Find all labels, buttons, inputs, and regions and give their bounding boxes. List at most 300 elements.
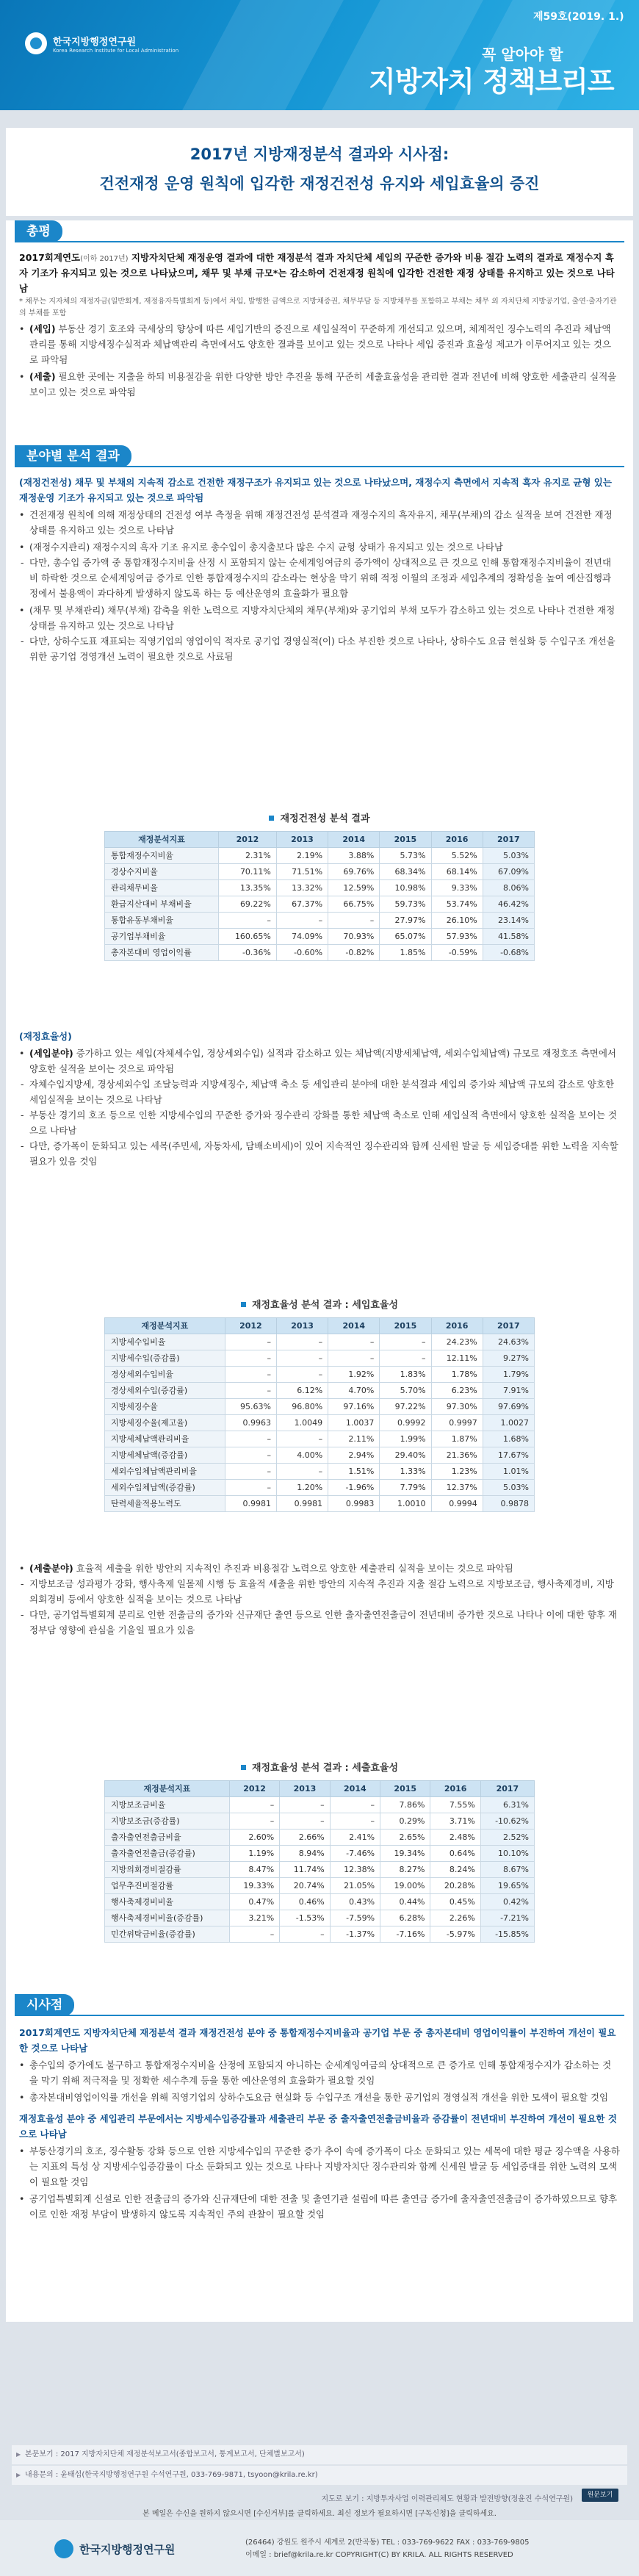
table-cell: -0.60%: [276, 945, 328, 961]
table-cell: 26.10%: [431, 913, 483, 929]
table-cell: 67.37%: [276, 896, 328, 913]
column-header: 2012: [225, 1318, 276, 1334]
table-cell: 8.24%: [430, 1862, 480, 1878]
table1-wrap: [19, 807, 620, 961]
implications-sub2: 재정효율성 분야 중 세입관리 부문에서는 지방세수입증감률과 세출관리 부문 중 출자출연전출금비율과 증감률이 전년대비 부진하여 개선이 필요한 것으로 나타남: [19, 2113, 617, 2140]
table-row: [105, 1862, 535, 1878]
table-cell: 0.9878: [483, 1496, 534, 1512]
table-cell: 46.42%: [483, 896, 534, 913]
row-label: 환급지산대비 부채비율: [105, 896, 219, 913]
table-header-row: [105, 1781, 535, 1797]
row-label: 세외수입체납액관리비율: [105, 1464, 225, 1480]
row-label: 지방세징수율: [105, 1399, 225, 1415]
table-cell: 1.87%: [431, 1431, 483, 1447]
table-cell: 10.98%: [380, 880, 431, 896]
issue-number: 제59호(2019. 1.): [533, 11, 624, 23]
table-cell: 1.19%: [229, 1846, 279, 1862]
list-item: - 다만, 총수입 증가액 중 통합재정수지비율 산정 시 포함되지 않는 순세계잉여금의 증가액이 상대적으로 큰 것으로 인해 통합재정수지비율이 전년대비 하락한 것으로 순세계잉여금 증가로 인한 통합재정수지의 감소라는 현상을 막기 위해 적정 이월의 조정과 세입추계의 정확성을 높여 예산집행과정에서 불용액이 과다하게 발생하지 않도록 하는 등 예산운영의 효율화가 필요함: [19, 555, 620, 601]
table-row: [105, 1830, 535, 1846]
table-cell: 0.9983: [328, 1496, 380, 1512]
table-cell: 20.28%: [430, 1878, 480, 1894]
table-cell: 74.09%: [276, 929, 328, 945]
table-cell: 7.86%: [380, 1797, 430, 1813]
column-header: 2012: [229, 1781, 279, 1797]
institute-emblem-icon: [25, 32, 47, 54]
column-header: 2016: [431, 1318, 483, 1334]
footer-address: (26464) 강원도 원주시 세계로 2(반곡동) TEL : 033-769-9622 FAX : 033-769-9805 이메일 : brief@krila.re.kr COPYRIGHT(C) BY KRILA. ALL RIGHTS RESERVED: [245, 2539, 530, 2559]
table-cell: 1.51%: [328, 1464, 380, 1480]
table1-caption: 재정건전성 분석 결과: [19, 811, 620, 827]
row-label: 통합유동부채비율: [105, 913, 219, 929]
row-label: 경상세외수입(증감률): [105, 1383, 225, 1399]
table-cell: 66.75%: [328, 896, 380, 913]
table-cell: –: [229, 1797, 279, 1813]
expenditure-dash-list: [19, 1576, 620, 1638]
table-row: [105, 1480, 535, 1496]
table-cell: 6.31%: [480, 1797, 534, 1813]
column-header: 2015: [380, 1781, 430, 1797]
table-cell: 0.45%: [430, 1894, 480, 1910]
table-cell: 0.42%: [480, 1894, 534, 1910]
table-cell: –: [225, 1334, 276, 1350]
table-cell: –: [229, 1926, 279, 1943]
column-header: 2014: [328, 832, 380, 848]
table-cell: 5.73%: [380, 848, 431, 864]
table-cell: 1.0010: [380, 1496, 431, 1512]
row-label: 지방세징수율(제고율): [105, 1415, 225, 1431]
list-item: • 건전재정 원칙에 의해 재정상태의 건전성 여부 측정을 위해 재정건전성 분석결과 재정수지의 흑자유지, 채무(부채)의 감소 실적을 보여 건전한 재정상태를 유지하고 있는 것으로 나타남: [19, 507, 620, 538]
efficiency-headline: (재정효율성): [19, 1031, 72, 1042]
table-cell: 6.12%: [276, 1383, 328, 1399]
list-item: - 부동산 경기의 호조 등으로 인한 지방세수입의 꾸준한 증가와 징수관리 강화를 통한 체납액 축소로 인해 세입실적 측면에서 양호한 실적을 보이는 것으로 나타남: [19, 1107, 620, 1138]
table-row: [105, 1894, 535, 1910]
column-header: 재정분석지표: [105, 832, 219, 848]
article-title-line2: 건전재정 운영 원칙에 입각한 재정건전성 유지와 세입효율의 증진: [99, 175, 540, 193]
table-cell: 96.80%: [276, 1399, 328, 1415]
table-cell: 0.44%: [380, 1894, 430, 1910]
table-cell: 8.06%: [483, 880, 534, 896]
institute-emblem-icon: [54, 2539, 73, 2558]
table-cell: 12.59%: [328, 880, 380, 896]
table-cell: 4.00%: [276, 1447, 328, 1464]
table-cell: –: [225, 1480, 276, 1496]
table-cell: –: [330, 1797, 380, 1813]
table-cell: –: [276, 1334, 328, 1350]
soundness-table: [104, 831, 535, 961]
table-cell: 69.22%: [219, 896, 277, 913]
list-item: • (세입) 부동산 경기 호조와 국세상의 향상에 따른 세입기반의 증진으로 세입실적이 꾸준하게 개선되고 있으며, 체계적인 징수노력의 추진과 체납액 관리를 통해 지방세징수실적과 체납액관리 측면에서도 양호한 결과를 보이고 있는 것으로 나타나 세입 증진과 효율성 제고가 이루어지고 있는 것으로 파악됨: [19, 321, 620, 367]
table-row: [105, 945, 535, 961]
table-cell: 2.66%: [280, 1830, 330, 1846]
table-cell: 12.11%: [431, 1350, 483, 1367]
table-cell: 19.33%: [229, 1878, 279, 1894]
table-cell: 6.28%: [380, 1910, 430, 1926]
table-cell: 1.33%: [380, 1464, 431, 1480]
table-cell: 1.0037: [328, 1415, 380, 1431]
table-cell: 1.99%: [380, 1431, 431, 1447]
table-cell: -7.21%: [480, 1910, 534, 1926]
table-cell: –: [229, 1813, 279, 1830]
table-cell: 9.33%: [431, 880, 483, 896]
efficiency-list: [19, 1046, 620, 1076]
list-item: • (세입분야) 증가하고 있는 세입(자체세수입, 경상세외수입) 실적과 감소하고 있는 체납액(지방세체납액, 세외수입체납액) 규모로 재정호조 측면에서 양호한 실적을 보이는 것으로 파악됨: [19, 1046, 620, 1076]
table-cell: -7.16%: [380, 1926, 430, 1943]
table-row: [105, 1797, 535, 1813]
table-cell: 8.67%: [480, 1862, 534, 1878]
column-header: 2014: [330, 1781, 380, 1797]
soundness-list: [19, 507, 620, 555]
table-cell: 1.20%: [276, 1480, 328, 1496]
table-cell: 19.00%: [380, 1878, 430, 1894]
table-cell: 1.85%: [380, 945, 431, 961]
institute-logo[interactable]: [25, 32, 178, 54]
table-cell: 0.43%: [330, 1894, 380, 1910]
table-cell: 2.31%: [219, 848, 277, 864]
efficiency-dash-list: [19, 1076, 620, 1169]
table-cell: –: [328, 913, 380, 929]
list-item: • (재정수지관리) 재정수지의 흑자 기조 유지로 총수입이 총지출보다 많은 수지 균형 상태가 유지되고 있는 것으로 나타남: [19, 539, 620, 555]
row-label: 탄력세율적용노력도: [105, 1496, 225, 1512]
analysis-efficiency: [19, 1029, 620, 1169]
table-cell: 1.78%: [431, 1367, 483, 1383]
table-cell: 19.65%: [480, 1878, 534, 1894]
column-header: 재정분석지표: [105, 1781, 230, 1797]
implications-sub1: 2017회계연도 지방자치단체 재정분석 결과 재정건전성 분야 중 통합재정수지비율과 공기업 부문 중 총자본대비 영업이익률이 부진하여 개선이 필요한 것으로 나타남: [19, 2027, 616, 2054]
table-cell: 20.74%: [280, 1878, 330, 1894]
table-row: [105, 1846, 535, 1862]
list-item: • 공기업특별회계 신설로 인한 전출금의 증가와 신규재단에 대한 전출 및 출연기관 설립에 따른 출연금 증가에 출자출연전출금이 증가하였으므로 향후 이로 인한 재정 부담이 발생하지 않도록 지속적인 주의 관찰이 필요할 것임: [19, 2191, 620, 2222]
table-cell: -0.82%: [328, 945, 380, 961]
column-header: 2017: [483, 1318, 534, 1334]
row-label: 지방세수입(증감률): [105, 1350, 225, 1367]
table-cell: 21.36%: [431, 1447, 483, 1464]
table-cell: –: [219, 913, 277, 929]
table-header-row: [105, 832, 535, 848]
soundness-headline: (재정건전성) 채무 및 부채의 지속적 감소로 건전한 재정구조가 유지되고 있는 것으로 나타났으며, 재정수지 측면에서 지속적 흑자 유지로 균형 있는 재정운영 기조가 유지되고 있는 것으로 파악됨: [19, 477, 612, 503]
table-cell: 2.11%: [328, 1431, 380, 1447]
table-cell: -1.37%: [330, 1926, 380, 1943]
row-label: 출자출연전출금(증감률): [105, 1846, 230, 1862]
table-cell: 23.14%: [483, 913, 534, 929]
table-cell: –: [328, 1334, 380, 1350]
table-cell: 1.83%: [380, 1367, 431, 1383]
table-cell: 0.29%: [380, 1813, 430, 1830]
table-cell: 19.34%: [380, 1846, 430, 1862]
table-cell: 1.0027: [483, 1415, 534, 1431]
table-cell: 24.63%: [483, 1334, 534, 1350]
table-cell: 21.05%: [330, 1878, 380, 1894]
table-cell: -0.36%: [219, 945, 277, 961]
soundness-dash-list-2: [19, 633, 620, 664]
table-cell: 1.68%: [483, 1431, 534, 1447]
row-label: 총자본대비 영업이익률: [105, 945, 219, 961]
table-cell: 3.21%: [229, 1910, 279, 1926]
table-row: [105, 1383, 535, 1399]
table-cell: 10.10%: [480, 1846, 534, 1862]
table-cell: 11.74%: [280, 1862, 330, 1878]
list-item: • 총자본대비영업이익률 개선을 위해 직영기업의 상하수도요금 현실화 등 수입구조 개선을 통한 공기업의 경영실적 개선을 위한 모색이 필요할 것임: [19, 2090, 620, 2105]
table-cell: 0.64%: [430, 1846, 480, 1862]
section-analysis-heading: 분야별 분석 결과: [15, 445, 131, 467]
list-item: • 부동산경기의 호조, 징수활동 강화 등으로 인한 지방세수입의 꾸준한 증가 추이 속에 증가폭이 다소 둔화되고 있는 세목에 대한 평균 징수액을 사용하는 지표의 특성 상 지방세수입증감률이 다소 둔화되고 있는 것으로 나타나 지방자치단 징수관리와 함께 신세원 발굴 등 세입증대를 위한 노력의 모색이 필요할 것임: [19, 2143, 620, 2190]
implications-list-1: [19, 2057, 620, 2105]
row-label: 관리채무비율: [105, 880, 219, 896]
table-cell: 13.32%: [276, 880, 328, 896]
table-cell: 12.38%: [330, 1862, 380, 1878]
table-cell: –: [276, 913, 328, 929]
view-original-button[interactable]: 원문보기: [582, 2489, 618, 2502]
table-cell: –: [380, 1350, 431, 1367]
table-cell: 1.01%: [483, 1464, 534, 1480]
table-cell: -5.97%: [430, 1926, 480, 1943]
table-cell: 2.41%: [330, 1830, 380, 1846]
table-cell: -15.85%: [480, 1926, 534, 1943]
table-cell: 53.74%: [431, 896, 483, 913]
table-cell: 27.97%: [380, 913, 431, 929]
list-item: - 자체수입지방세, 경상세외수입 조달능력과 지방세징수, 체납액 축소 등 세입관리 분야에 대한 분석결과 세입의 증가와 체납액 규모의 감소로 양호한 세입실적을 보이는 것으로 나타남: [19, 1076, 620, 1107]
section-divider: [15, 241, 624, 242]
table-cell: 0.9963: [225, 1415, 276, 1431]
column-header: 2015: [380, 832, 431, 848]
row-label: 경상수지비율: [105, 864, 219, 880]
list-item: - 다만, 상하수도표 재표되는 직영기업의 영업이익 적자로 공기업 경영실적(이) 다소 부진한 것으로 나타나, 상하수도 요금 현실화 등 수입구조 개선을 위한 공기업 경영개선 노력이 필요한 것으로 사료됨: [19, 633, 620, 664]
table-cell: –: [225, 1383, 276, 1399]
list-item: • 총수입의 증가에도 불구하고 통합재정수지비율 산정에 포함되지 아니하는 순세계잉여금의 상대적으로 큰 증가로 인해 통합재정수지가 감소하는 것을 막기 위해 적극적을 및 정확한 세수추계 등을 통한 예산운영의 효율화가 필요할 것임: [19, 2057, 620, 2088]
table-cell: 70.93%: [328, 929, 380, 945]
table-row: [105, 1367, 535, 1383]
table-cell: –: [280, 1926, 330, 1943]
summary-lead: 2017회계연도(이하 2017년) 지방자치단체 재정운영 결과에 대한 재정분석 결과 자치단체 세입의 꾸준한 증가와 비용 절감 노력의 결과로 재정수지 흑자 기조가 유지되고 있는 것으로 나타났으며, 채무 및 부채 규모*는 감소하여 건전재정 원칙에 입각한 건전한 재정 상태를 유지하고 있는 것으로 나타남: [19, 252, 615, 294]
table-cell: 24.23%: [431, 1334, 483, 1350]
table-row: [105, 1431, 535, 1447]
table-cell: 57.93%: [431, 929, 483, 945]
table-row: [105, 1496, 535, 1512]
table-cell: 1.92%: [328, 1367, 380, 1383]
table-cell: 5.70%: [380, 1383, 431, 1399]
table-cell: 0.9994: [431, 1496, 483, 1512]
table-cell: -0.68%: [483, 945, 534, 961]
table-cell: 3.71%: [430, 1813, 480, 1830]
table-cell: 70.11%: [219, 864, 277, 880]
table-cell: 1.0049: [276, 1415, 328, 1431]
table-cell: –: [276, 1431, 328, 1447]
table-cell: 12.37%: [431, 1480, 483, 1496]
institute-name-en: Korea Research Institute for Local Administration: [53, 47, 179, 54]
table-cell: 2.48%: [430, 1830, 480, 1846]
table-cell: 29.40%: [380, 1447, 431, 1464]
table-cell: 8.47%: [229, 1862, 279, 1878]
table-cell: 3.88%: [328, 848, 380, 864]
table-cell: –: [225, 1431, 276, 1447]
column-header: 2014: [328, 1318, 380, 1334]
analysis-expenditure: [19, 1559, 620, 1638]
column-header: 재정분석지표: [105, 1318, 225, 1334]
table-cell: 2.94%: [328, 1447, 380, 1464]
table-cell: 0.9981: [276, 1496, 328, 1512]
table-cell: –: [280, 1797, 330, 1813]
table-row: [105, 896, 535, 913]
implications-list-2: [19, 2143, 620, 2222]
row-label: 지방세체납액관리비율: [105, 1431, 225, 1447]
table-cell: 7.91%: [483, 1383, 534, 1399]
table-row: [105, 1910, 535, 1926]
table-cell: -7.59%: [330, 1910, 380, 1926]
brand-title: 지방자치 정책브리프: [369, 65, 614, 98]
list-item: - 다만, 공기업특별회계 분리로 인한 전출금의 증가와 신규재단 출연 등으로 인한 출자출연전출금이 전년대비 증가한 것으로 나타나 이에 대한 향후 재정부담 영향에 관심을 기울일 필요가 있음: [19, 1607, 620, 1638]
footer-logo[interactable]: [54, 2539, 175, 2558]
table-cell: –: [225, 1447, 276, 1464]
table-cell: 97.69%: [483, 1399, 534, 1415]
table-cell: 2.60%: [229, 1830, 279, 1846]
table-cell: 5.52%: [431, 848, 483, 864]
table-cell: 69.76%: [328, 864, 380, 880]
row-label: 공기업부채비율: [105, 929, 219, 945]
header-kicker: 꼭 알아야 할: [482, 46, 563, 63]
header-banner: [0, 0, 639, 110]
table-cell: 1.23%: [431, 1464, 483, 1480]
row-label: 지방세체납액(증감률): [105, 1447, 225, 1464]
list-item: - 지방보조금 성과평가 강화, 행사축제 일몰제 시행 등 효율적 세출을 위한 방안의 지속적 추진과 지출 절감 노력으로 지방보조금, 행사축제경비, 지방의회경비 등에서 양호한 실적을 보이는 것으로 나타남: [19, 1576, 620, 1607]
source-reference[interactable]: ▶ 본문보기 : 2017 지방자치단체 재정분석보고서(종합보고서, 통계보고서, 단체별보고서): [12, 2445, 627, 2464]
table-cell: 97.16%: [328, 1399, 380, 1415]
table-cell: 0.46%: [280, 1894, 330, 1910]
table-row: [105, 929, 535, 945]
section-divider: [15, 466, 624, 467]
list-item: • (채무 및 부채관리) 채무(부채) 감축을 위한 노력으로 지방자치단체의 채무(부채)와 공기업의 부채 모두가 감소하고 있는 것으로 나타나 건전한 재정상태를 유지하고 있는 것으로 나타남: [19, 602, 620, 633]
row-label: 지방의회경비절감률: [105, 1862, 230, 1878]
table3-caption: 재정효율성 분석 결과 : 세출효율성: [19, 1760, 620, 1776]
table-cell: 8.94%: [280, 1846, 330, 1862]
table-cell: 59.73%: [380, 896, 431, 913]
table-cell: 97.22%: [380, 1399, 431, 1415]
column-header: 2013: [280, 1781, 330, 1797]
list-item: - 다만, 증가폭이 둔화되고 있는 세목(주민세, 자동차세, 담배소비세)이 있어 지속적인 징수관리와 함께 신세원 발굴 등 세입증대를 위한 노력을 지속할 필요가 있음 것임: [19, 1138, 620, 1169]
row-label: 행사축제경비비율: [105, 1894, 230, 1910]
table-cell: 65.07%: [380, 929, 431, 945]
table-row: [105, 864, 535, 880]
table-cell: 1.79%: [483, 1367, 534, 1383]
column-header: 2016: [431, 832, 483, 848]
footer-org-name: 한국지방행정연구원: [79, 2542, 176, 2556]
section-implications-heading: 시사점: [15, 1994, 74, 2016]
row-label: 통합재정수지비율: [105, 848, 219, 864]
table-cell: 5.03%: [483, 1480, 534, 1496]
table-cell: –: [276, 1367, 328, 1383]
table-row: [105, 1399, 535, 1415]
implications-body: [19, 2025, 620, 2222]
column-header: 2015: [380, 1318, 431, 1334]
table-cell: –: [276, 1350, 328, 1367]
table-row: [105, 1415, 535, 1431]
table-cell: 71.51%: [276, 864, 328, 880]
table-row: [105, 913, 535, 929]
table-cell: 4.70%: [328, 1383, 380, 1399]
expenditure-list: [19, 1561, 620, 1576]
table-cell: 95.63%: [225, 1399, 276, 1415]
summary-body: [19, 250, 620, 400]
contact-reference[interactable]: ▶ 내용문의 : 윤태섭(한국지방행정연구원 수석연구원, 033-769-9871, tsyoon@krila.re.kr): [12, 2466, 627, 2485]
column-header: 2017: [483, 832, 534, 848]
table-cell: –: [276, 1464, 328, 1480]
table-cell: 2.65%: [380, 1830, 430, 1846]
column-header: 2013: [276, 832, 328, 848]
footer: [0, 2520, 639, 2576]
table-cell: 0.9992: [380, 1415, 431, 1431]
table-cell: 7.79%: [380, 1480, 431, 1496]
institute-name: 한국지방행정연구원: [53, 36, 137, 48]
table-cell: 2.26%: [430, 1910, 480, 1926]
table-row: [105, 1813, 535, 1830]
subscribe-notice[interactable]: 본 메일은 수신을 원하지 않으시면 [수신거부]를 클릭하세요. 최신 정보가 필요하시면 [구독신청]을 클릭하세요.: [142, 2510, 497, 2518]
column-header: 2013: [276, 1318, 328, 1334]
summary-footnote: * 채무는 지자체의 재정자금(일반회계, 재정융자특별회계 등)에서 차입, 발행한 금액으로 지방채증권, 채무부담 등 지방채무를 포함하고 부채는 채무 외 자치단체 지방공기업, 출연·출자기관의 부채를 포함: [19, 298, 617, 317]
soundness-dash-list: [19, 555, 620, 601]
row-label: 출자출연전출금비율: [105, 1830, 230, 1846]
analysis-soundness: [19, 475, 620, 664]
table-row: [105, 1334, 535, 1350]
table-row: [105, 1350, 535, 1367]
table-cell: 68.34%: [380, 864, 431, 880]
summary-list: [19, 321, 620, 400]
table-cell: 8.27%: [380, 1862, 430, 1878]
table-cell: 13.35%: [219, 880, 277, 896]
expenditure-efficiency-table: [104, 1780, 535, 1943]
table-row: [105, 1464, 535, 1480]
revenue-efficiency-table: [104, 1317, 535, 1512]
row-label: 행사축제경비비율(증감률): [105, 1910, 230, 1926]
table-cell: 6.23%: [431, 1383, 483, 1399]
table-header-row: [105, 1318, 535, 1334]
row-label: 업무추진비절감률: [105, 1878, 230, 1894]
table-cell: -0.59%: [431, 945, 483, 961]
row-label: 경상세외수입비율: [105, 1367, 225, 1383]
table-cell: -1.53%: [280, 1910, 330, 1926]
table-cell: –: [330, 1813, 380, 1830]
table-cell: 9.27%: [483, 1350, 534, 1367]
table2-caption: 재정효율성 분석 결과 : 세입효율성: [19, 1298, 620, 1313]
section-summary-heading: 총평: [15, 220, 62, 242]
row-label: 민간위탁금비율(증감률): [105, 1926, 230, 1943]
table-cell: 5.03%: [483, 848, 534, 864]
table-cell: –: [225, 1464, 276, 1480]
table-cell: 7.55%: [430, 1797, 480, 1813]
table-row: [105, 1926, 535, 1943]
column-header: 2012: [219, 832, 277, 848]
table-cell: -7.46%: [330, 1846, 380, 1862]
article-title-line1: 2017년 지방재정분석 결과와 시사점:: [189, 145, 450, 163]
table-row: [105, 848, 535, 864]
soundness-list-2: [19, 602, 620, 633]
table-cell: 0.9981: [225, 1496, 276, 1512]
table-cell: –: [380, 1334, 431, 1350]
table-cell: 2.19%: [276, 848, 328, 864]
table2-wrap: [19, 1293, 620, 1512]
table-cell: 0.9997: [431, 1415, 483, 1431]
related-link-text[interactable]: 지도로 보기 : 지방투자사업 이력관리체도 현황과 발전방향(정윤진 수석연구원): [321, 2495, 573, 2503]
table-cell: 67.09%: [483, 864, 534, 880]
table-cell: –: [328, 1350, 380, 1367]
table-cell: –: [280, 1813, 330, 1830]
table-cell: 160.65%: [219, 929, 277, 945]
article-title-card: [6, 128, 633, 216]
column-header: 2017: [480, 1781, 534, 1797]
list-item: • (세출분야) 효율적 세출을 위한 방안의 지속적인 추진과 비용절감 노력으로 양호한 세출관리 실적을 보이는 것으로 파악됨: [19, 1561, 620, 1576]
section-divider: [15, 2015, 624, 2016]
table-cell: 0.47%: [229, 1894, 279, 1910]
column-header: 2016: [430, 1781, 480, 1797]
table-cell: 41.58%: [483, 929, 534, 945]
table-cell: 17.67%: [483, 1447, 534, 1464]
